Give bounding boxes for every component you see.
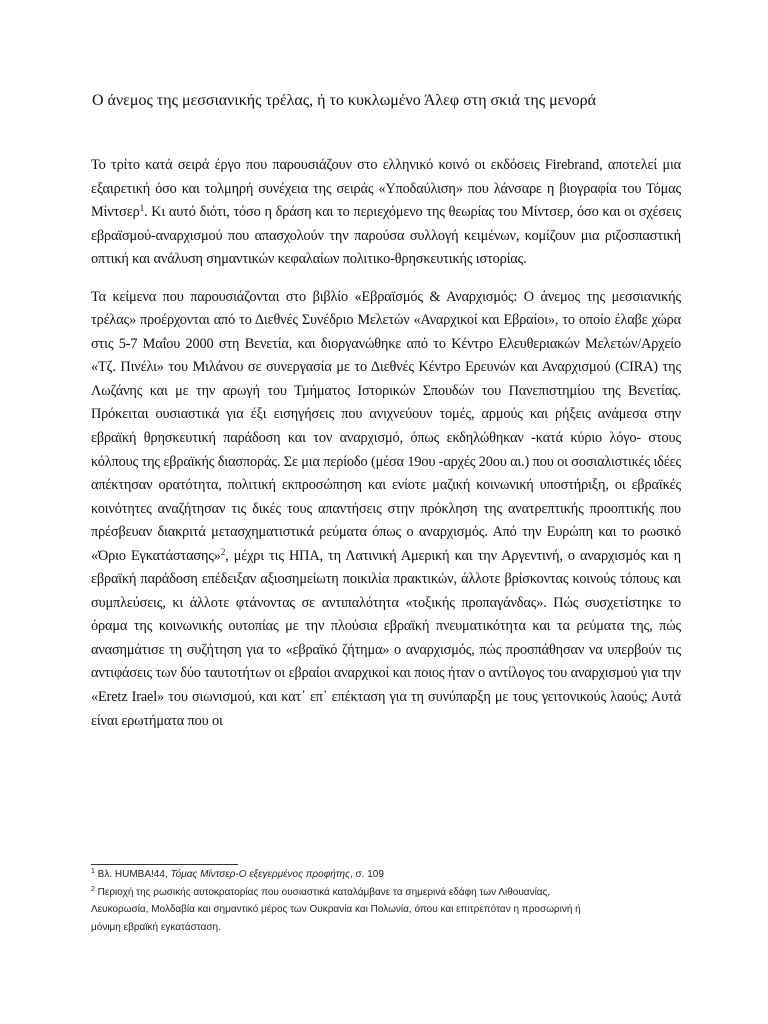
paragraph-2-text-b: , μέχρι τις ΗΠΑ, τη Λατινική Αμερική και την Αργεντινή, ο αναρχισμός και η εβραϊκή παράδοση επέδειξαν αξιοσημείωτη ποικιλία πρακτικών, άλλοτε βρίσκοντας κοινούς τόπους και συμπλεύσεις, κι άλλοτε φτάνοντας σε αντιπαλότητα «τοξικής προπαγάνδας». Πώς συσχετίστηκε το όραμα της κοινωνικής ουτοπίας με την πλούσια εβραϊκή πνευματικότητα και τα ρεύματα της, πώς ανασημάτισε τη συζήτηση για το «εβραϊκό ζήτημα» ο αναρχισμός, πώς προσπάθησαν να υπερβούν τις αντιφάσεις των δύο ταυτοτήτων οι εβραίοι αναρχικοί και ποιος ήταν ο αντίλογος του αναρχισμού για την «Eretz Irael» του σιωνισμού, και κατ᾽ επ᾽ επέκταση για τη συνύπαρξη με τους γειτονικούς λαούς; Αυτά είναι ερωτήματα που οι — [91, 547, 681, 729]
document-title: Ο άνεμος της μεσσιανικής τρέλας, ή το κυκλωμένο Άλεφ στη σκιά της μενορά — [92, 92, 596, 109]
footnote-1-text: Βλ. HUMBA!44, — [94, 869, 171, 880]
footnote-2-text-1: Περιοχή της ρωσικής αυτοκρατορίας που ουσιαστικά καταλάμβανε τα σημερινά εδάφη των Λιθουανίας, — [94, 886, 551, 898]
footnote-ref-1[interactable]: 1 — [139, 203, 144, 214]
paragraph-2-text-a: Τα κείμενα που παρουσιάζονται στο βιβλίο «Εβραϊσμός & Αναρχισμός: Ο άνεμος της μεσσιανικής τρέλας» προέρχονται από το Διεθνές Συνέδριο Μελετών «Αναρχικοί και Εβραίοι», το οποίο έλαβε χώρα στις 5-7 Μαΐου 2000 στη Βενετία, και διοργανώθηκε από το Κέντρο Ελευθεριακών Μελετών/Αρχείο «Τζ. Πινέλι» του Μιλάνου σε συνεργασία με το Διεθνές Κέντρο Ερευνών και Αναρχισμού (CIRA) της Λωζάνης και με την αρωγή του Τμήματος Ιστορικών Σπουδών του Πανεπιστημίου της Βενετίας. Πρόκειται ουσιαστικά για έξι εισηγήσεις που ανιχνεύουν τομές, αρμούς και ρήξεις ανάμεσα στην εβραϊκή θρησκευτική παράδοση και τον αναρχισμό, όπως εκδηλώθηκαν -κατά κύριο λόγο- στους κόλπους της εβραϊκής διασποράς. Σε μια περίοδο (μέσα 19ου -αρχές 20ου αι.) που οι σοσιαλιστικές ιδέες απέκτησαν ορατότητα, πολιτική εκπροσώπηση και ενίοτε μαζική κοινωνική υποστήριξη, οι εβραϊκές κοινότητες αναζήτησαν τις δικές τους απαντήσεις στην πρόκληση της ανατρεπτικής προοπτικής που πρέσβευαν διακριτά μετασχηματιστικά ρεύματα όπως ο αναρχισμός. Από την Ευρώπη και το ρωσικό «Όριο Εγκατάστασης» — [91, 288, 681, 564]
footnote-2-mark: 2 — [91, 885, 95, 893]
footnotes — [91, 866, 676, 936]
footnote-ref-2[interactable]: 2 — [220, 546, 226, 557]
footnote-2-line-2: Λευκορωσία, Μολδαβία και σημαντικό μέρος των Ουκρανία και Πολωνία, όπου και επιτρεπόταν η προσωρινή ή — [91, 904, 581, 916]
footnote-1-book-title: Τόμας Μίντσερ-Ο εξεγερμένος προφήτης — [170, 869, 350, 880]
footnote-2 — [91, 884, 676, 937]
footnote-2-line-3: μόνιμη εβραϊκή εγκατάσταση. — [91, 921, 221, 933]
paragraph-1-text-b: . Κι αυτό διότι, τόσο η δράση και το περιεχόμενο της θεωρίας του Μίντσερ, όσο και οι σχέσεις εβραϊσμού-αναρχισμού που απασχολούν την παρούσα συλλογή κειμένων, κομίζουν μια ριζοσπαστική οπτική και ανάλυση σημαντικών κεφαλαίων πολιτικο-θρησκευτικής ιστορίας. — [91, 204, 681, 268]
footnote-1-page: , σ. 109 — [349, 869, 384, 880]
paragraph-1 — [91, 154, 681, 272]
footnote-separator — [91, 864, 238, 865]
footnote-1-mark: 1 — [91, 868, 95, 875]
footnote-1 — [91, 866, 676, 884]
document-body — [91, 154, 681, 733]
paragraph-2 — [91, 286, 681, 733]
paragraph-1-text-a: Το τρίτο κατά σειρά έργο που παρουσιάζουν στο ελληνικό κοινό οι εκδόσεις Firebrand, αποτελεί μια εξαιρετική όσο και τολμηρή συνέχεια της σειράς «Υποδαύλιση» που λάνσαρε η βιογραφία του Τόμας Μίντσερ — [91, 157, 681, 221]
footnote-2-line-1 — [91, 884, 676, 902]
